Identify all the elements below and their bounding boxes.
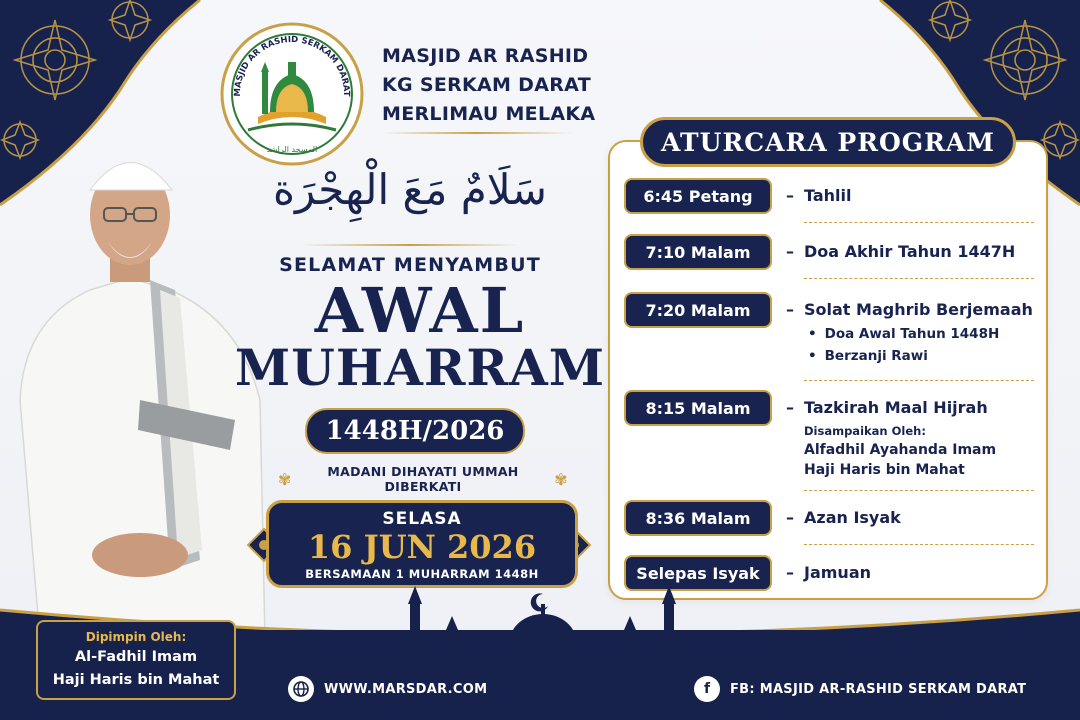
masjid-divider [382,132,572,134]
facebook-link[interactable] [694,676,1026,702]
separator [804,544,1034,545]
year-text: 1448H/2026 [325,416,505,446]
separator [804,222,1034,223]
speaker-name: Alfadhil Ayahanda Imam [804,442,997,458]
masjid-line-2: KG SERKAM DARAT [382,74,591,96]
program-title: ATURCARA PROGRAM [661,127,995,157]
muharram-heading: MUHARRAM [234,338,606,397]
website-text: WWW.MARSDAR.COM [324,681,488,697]
awal-heading: AWAL [314,274,526,347]
svg-text:MASJID AR RASHID SERKAM DARAT [233,35,351,97]
item-title: Doa Akhir Tahun 1447H [804,242,1016,261]
time-badge [624,178,772,214]
item-title: Solat Maghrib Berjemaah [804,300,1033,319]
dash: – [786,300,794,319]
time-text: 8:15 Malam [645,398,751,418]
leader-name-line: Al-Fadhil Imam [74,649,198,665]
tagline-text: MADANI DIHAYATI UMMAH DIBERKATI [327,464,519,494]
dash: – [786,186,794,205]
selamat-menyambut: SELAMAT MENYAMBUT [279,254,541,276]
item-title: Tahlil [804,186,852,205]
year-badge [305,408,525,454]
event-day: SELASA [382,509,462,529]
arabic-greeting: سَلَامٌ مَعَ الْهِجْرَة [273,165,547,214]
speaker-name: Haji Haris bin Mahat [804,462,965,478]
leader-box [36,620,236,700]
time-badge [624,234,772,270]
event-date: 16 JUN 2026 [307,528,537,566]
item-bullet: • Berzanji Rawi [808,348,928,364]
dash: – [786,398,794,417]
item-title: Jamuan [804,563,871,582]
time-badge [624,292,772,328]
flower-icon: ✾ [554,469,568,489]
logo-text: MASJID AR RASHID SERKAM DARAT [232,34,352,97]
facebook-text: FB: MASJID AR-RASHID SERKAM DARAT [730,681,1027,697]
item-subtitle: Disampaikan Oleh: [804,424,926,438]
logo-arabic: المسجد الراشد [266,145,318,154]
item-bullet: • Doa Awal Tahun 1448H [808,326,999,342]
time-badge [624,390,772,426]
time-text: 6:45 Petang [643,186,753,206]
date-box [266,500,578,588]
mosque-skyline [398,586,688,676]
arabic-divider [300,244,520,246]
time-text: 7:10 Malam [645,242,751,262]
masjid-line-3: MERLIMAU MELAKA [382,103,596,125]
dash: – [786,563,794,582]
item-title: Tazkirah Maal Hijrah [804,398,988,417]
separator [804,490,1034,491]
masjid-line-1: MASJID AR RASHID [382,45,589,67]
separator [804,380,1034,381]
website-link[interactable] [288,676,487,702]
time-text: Selepas Isyak [636,563,760,583]
tagline [278,464,568,494]
separator [804,278,1034,279]
program-title-banner [640,117,1016,167]
item-title: Azan Isyak [804,508,901,527]
dash: – [786,508,794,527]
leader-name-line: Haji Haris bin Mahat [52,672,220,688]
flower-icon: ✾ [278,469,292,489]
dash: – [786,242,794,261]
facebook-icon: f [694,676,720,702]
globe-icon [288,676,314,702]
time-text: 7:20 Malam [645,300,751,320]
time-text: 8:36 Malam [645,508,751,528]
time-badge [624,500,772,536]
leader-label: Dipimpin Oleh: [85,630,187,644]
hijri-date: BERSAMAAN 1 MUHARRAM 1448H [305,567,539,581]
masjid-name [382,42,622,129]
